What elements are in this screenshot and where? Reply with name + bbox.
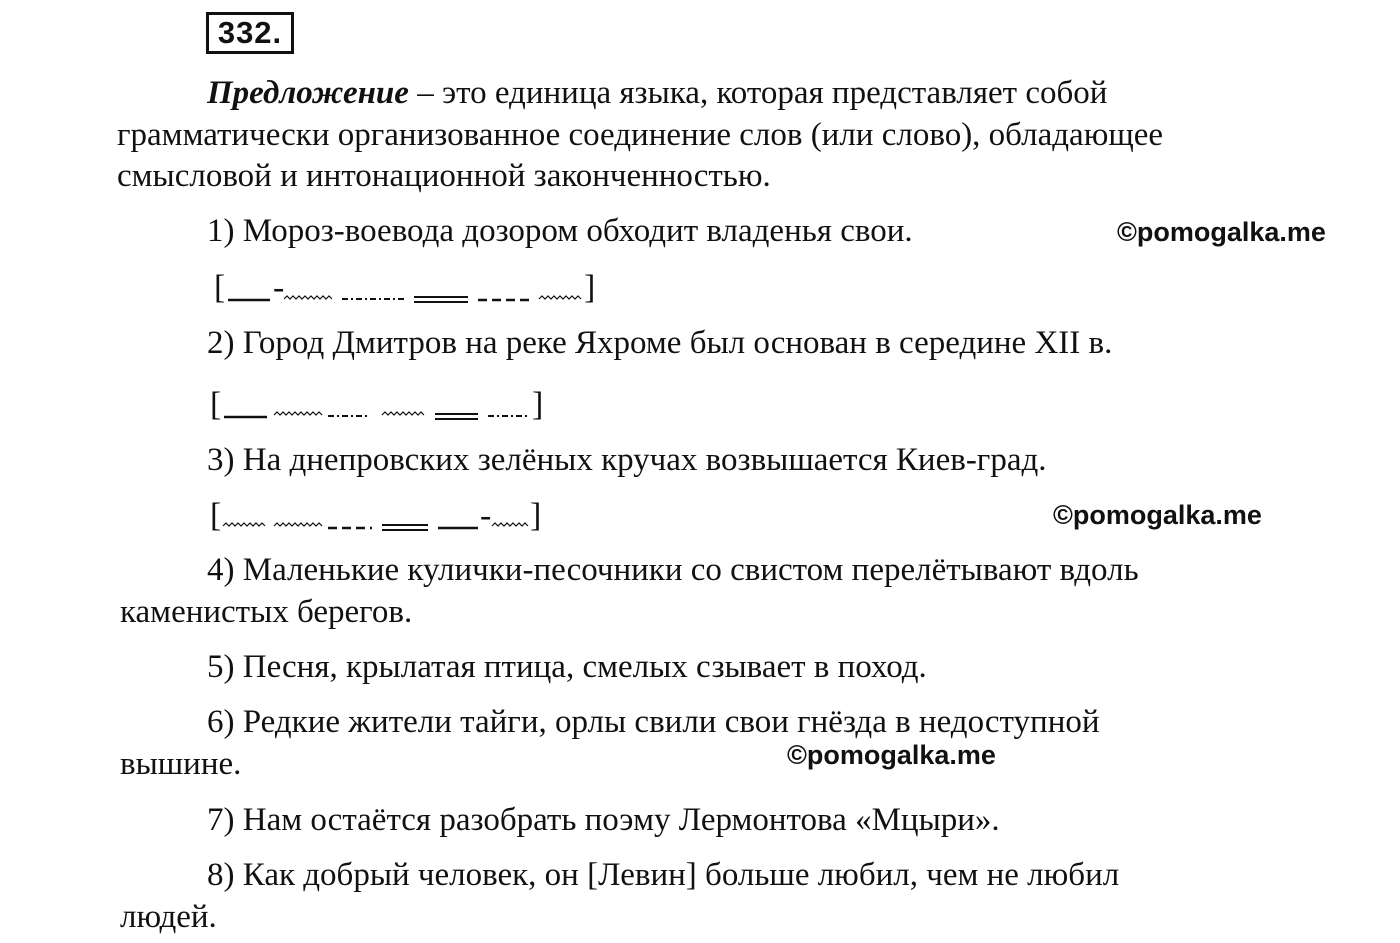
scheme-hyphen: - <box>480 497 492 534</box>
sentence-1: 1) Мороз-воевода дозором обходит владенья свои. <box>207 213 913 249</box>
sentence-6-cont: вышине. <box>120 746 242 782</box>
definition-line-1 <box>207 73 1107 113</box>
sentence-4-cont: каменистых берегов. <box>120 594 413 630</box>
sentence-6: 6) Редкие жители тайги, орлы свили свои гнёзда в недоступной <box>207 704 1100 740</box>
watermark: ©pomogalka.me <box>1053 500 1262 530</box>
scheme-close-bracket: ] <box>584 269 596 306</box>
scheme-underlines <box>210 496 570 546</box>
definition-line-2: грамматически организованное соединение слов (или слово), обладающее <box>117 117 1164 153</box>
sentence-4: 4) Маленькие кулички-песочники со свистом перелётывают вдоль <box>207 552 1139 588</box>
scheme-open-bracket: [ <box>210 497 222 534</box>
scheme-close-bracket: ] <box>530 497 542 534</box>
attribute-underline <box>284 296 332 299</box>
watermark: ©pomogalka.me <box>1117 217 1326 247</box>
attribute-underline <box>492 523 528 526</box>
definition-line-3: смысловой и интонационной законченностью. <box>117 158 771 194</box>
scheme-hyphen: - <box>273 269 285 306</box>
watermark: ©pomogalka.me <box>787 740 996 770</box>
attribute-underline <box>223 523 265 526</box>
sentence-7: 7) Нам остаётся разобрать поэму Лермонтова «Мцыри». <box>207 802 1000 838</box>
sentence-3: 3) На днепровских зелёных кручах возвышается Киев-град. <box>207 442 1047 478</box>
sentence-8-cont: людей. <box>120 899 217 935</box>
sentence-8: 8) Как добрый человек, он [Левин] больше любил, чем не любил <box>207 857 1120 893</box>
attribute-underline <box>274 523 322 526</box>
attribute-underline <box>274 412 322 415</box>
definition-line-1-text: – это единица языка, которая представляет собой <box>408 75 1108 111</box>
attribute-underline <box>539 296 581 299</box>
sentence-2: 2) Город Дмитров на реке Яхроме был основан в середине XII в. <box>207 325 1113 361</box>
scheme-open-bracket: [ <box>210 386 222 423</box>
sentence-5: 5) Песня, крылатая птица, смелых сзывает в поход. <box>207 649 927 685</box>
scheme-underlines <box>210 385 570 435</box>
attribute-underline <box>382 412 424 415</box>
exercise-number: 332. <box>206 12 294 54</box>
scheme-close-bracket: ] <box>532 386 544 423</box>
definition-term: Предложение <box>207 75 409 111</box>
scheme-open-bracket: [ <box>214 269 226 306</box>
